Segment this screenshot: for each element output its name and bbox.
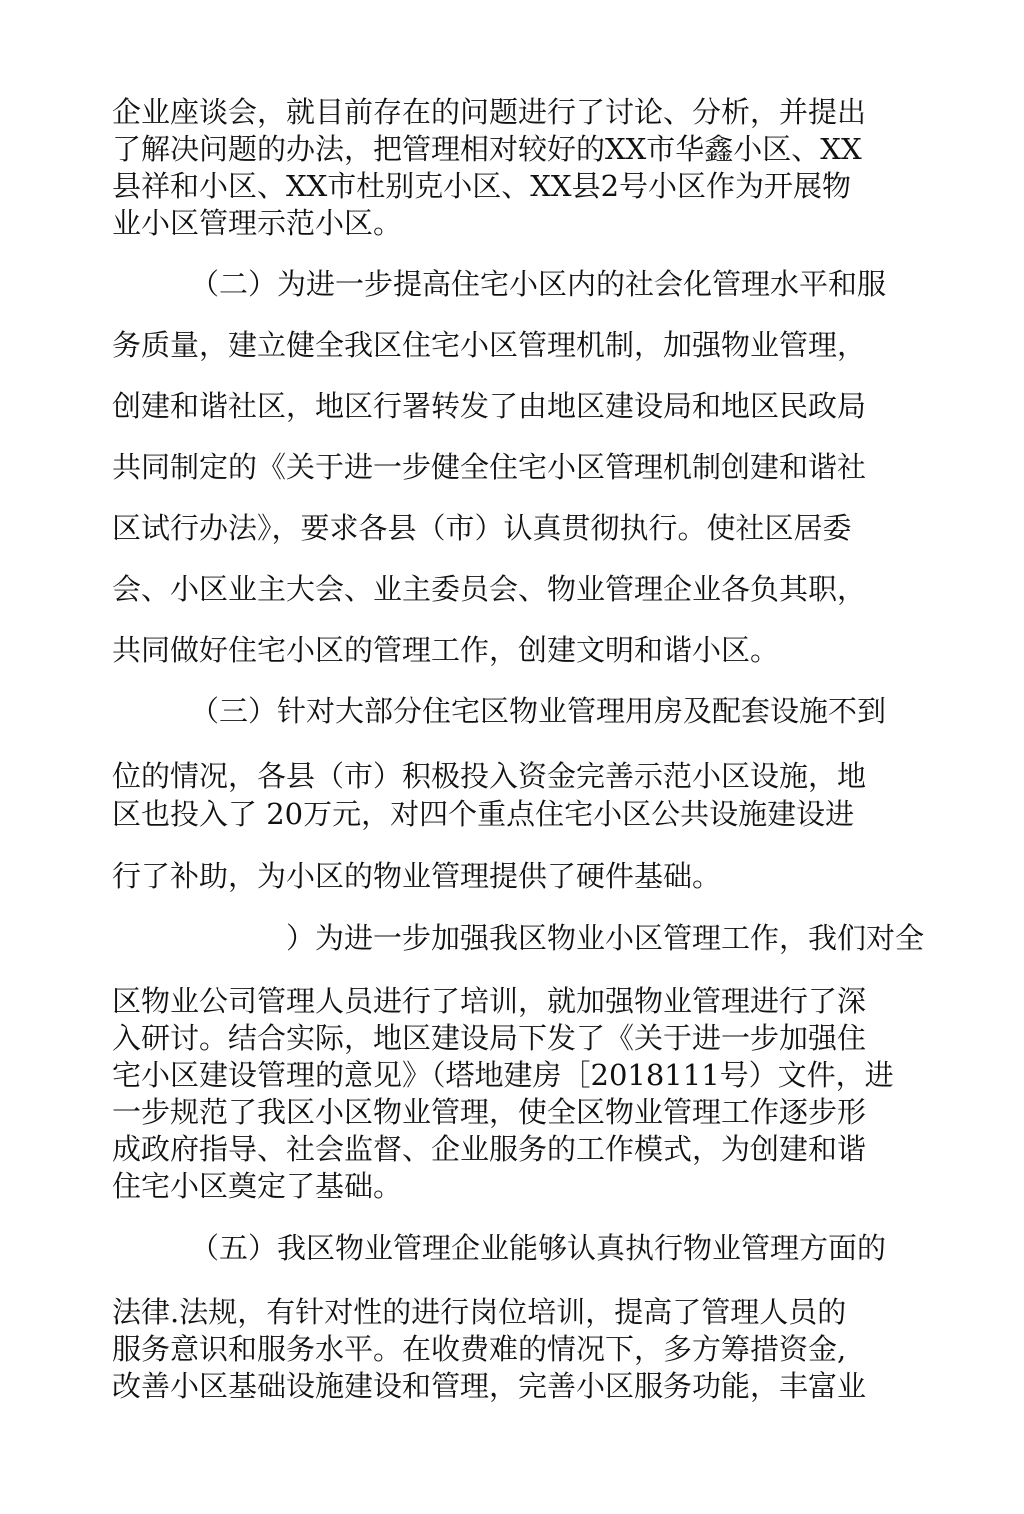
text-line: 入研讨。结合实际，地区建设局下发了《关于进一步加强住 [112, 1021, 867, 1055]
text-line: 创建和谐社区，地区行署转发了由地区建设局和地区民政局 [112, 389, 867, 423]
text-line: 服务意识和服务水平。在收费难的情况下，多方筹措资金, [112, 1332, 847, 1366]
text-line: 企业座谈会，就目前存在的问题进行了讨论、分析，并提出 [112, 95, 867, 129]
text-line: 改善小区基础设施建设和管理，完善小区服务功能，丰富业 [112, 1369, 867, 1403]
text-line: 区试行办法》，要求各县（市）认真贯彻执行。使社区居委 [112, 511, 852, 545]
text-line: （五）我区物业管理企业能够认真执行物业管理方面的 [190, 1231, 887, 1265]
text-line: 会、小区业主大会、业主委员会、物业管理企业各负其职， [112, 572, 867, 606]
text-line: 位的情况，各县（市）积极投入资金完善示范小区设施，地 [112, 759, 867, 793]
text-line: 法律.法规，有针对性的进行岗位培训，提高了管理人员的 [112, 1295, 847, 1329]
text-line: 住宅小区奠定了基础。 [112, 1169, 403, 1203]
text-line: 共同做好住宅小区的管理工作，创建文明和谐小区。 [112, 633, 780, 667]
text-line: 区也投入了 20万元，对四个重点住宅小区公共设施建设进 [112, 797, 855, 831]
text-line: 一步规范了我区小区物业管理，使全区物业管理工作逐步形 [112, 1095, 867, 1129]
text-line: （二）为进一步提高住宅小区内的社会化管理水平和服 [190, 267, 887, 301]
text-line: 业小区管理示范小区。 [112, 206, 403, 240]
text-line: 行了补助，为小区的物业管理提供了硬件基础。 [112, 859, 722, 893]
text-line: 了解决问题的办法，把管理相对较好的XX市华鑫小区、XX [112, 132, 862, 166]
text-line: 成政府指导、社会监督、企业服务的工作模式，为创建和谐 [112, 1132, 867, 1166]
text-line: ）为进一步加强我区物业小区管理工作，我们对全 [286, 921, 925, 955]
text-line: 宅小区建设管理的意见》（塔地建房［2018111号）文件，进 [112, 1058, 894, 1092]
text-line: 共同制定的《关于进一步健全住宅小区管理机制创建和谐社 [112, 450, 867, 484]
text-line: 务质量，建立健全我区住宅小区管理机制，加强物业管理， [112, 328, 867, 362]
text-line: 县祥和小区、XX市杜别克小区、XX县2号小区作为开展物 [112, 169, 852, 203]
text-line: （三）针对大部分住宅区物业管理用房及配套设施不到 [190, 694, 887, 728]
text-line: 区物业公司管理人员进行了培训，就加强物业管理进行了深 [112, 984, 867, 1018]
